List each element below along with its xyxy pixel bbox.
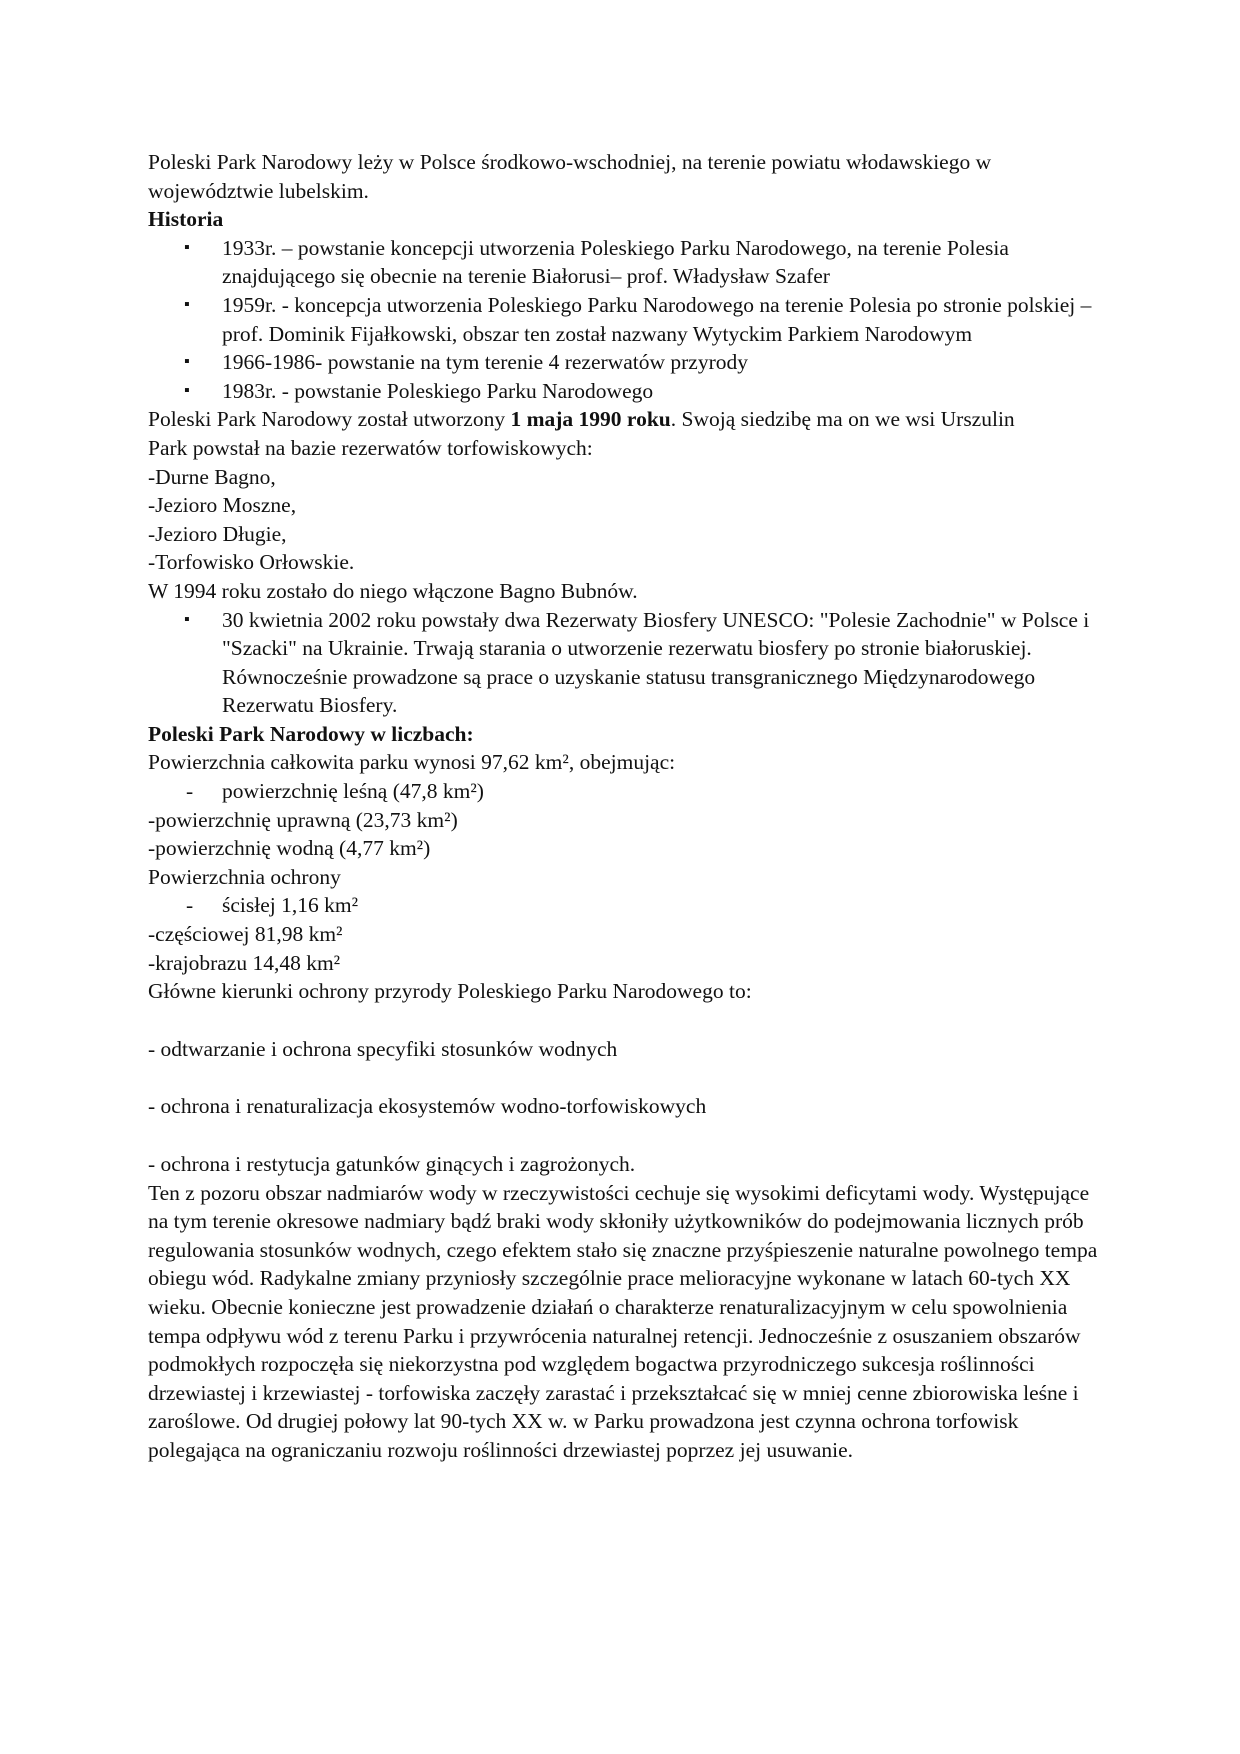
reserve-line: -Jezioro Długie, [148, 521, 287, 546]
list-item: ▪ 30 kwietnia 2002 roku powstały dwa Rezerwaty Biosfery UNESCO: "Polesie Zachodnie" w Polsce i "Szacki" na Ukrainie. Trwają starania o utworzenie rezerwatu biosfery po stronie białoruskiej. Równocześnie prowadzone są prace o uzyskanie statusu transgranicznego Międzynarodowego Rezerwatu Biosfery. [148, 606, 1098, 720]
historia-list [148, 234, 1098, 406]
list-item: ▪ 1959r. - koncepcja utworzenia Poleskiego Parku Narodowego na terenie Polesia po stronie polskiej – prof. Dominik Fijałkowski, obszar ten został nazwany Wytyckim Parkiem Narodowym [148, 291, 1098, 348]
numbers-heading: Poleski Park Narodowy w liczbach: [148, 721, 474, 746]
area-total: Powierzchnia całkowita parku wynosi 97,62 km², obejmując: [148, 750, 676, 775]
intro-paragraph: Poleski Park Narodowy leży w Polsce środkowo-wschodniej, na terenie powiatu włodawskiego w województwie lubelskim. [148, 150, 992, 203]
historia-heading: Historia [148, 207, 224, 232]
protection-label: Powierzchnia ochrony [148, 864, 341, 889]
reserve-line: -Torfowisko Orłowskie. [148, 550, 355, 575]
document-body [148, 148, 1098, 1465]
area-water: -powierzchnię wodną (4,77 km²) [148, 836, 431, 861]
list-item: - ścisłej 1,16 km² [148, 891, 1098, 920]
spacer [148, 1063, 1098, 1092]
reserve-line: -Jezioro Moszne, [148, 493, 297, 518]
protection-partial: -częściowej 81,98 km² [148, 922, 343, 947]
founded-pre: Poleski Park Narodowy został utworzony [148, 407, 511, 432]
direction-item: - ochrona i restytucja gatunków ginących i zagrożonych. [148, 1152, 636, 1176]
list-item: ▪ 1966-1986- powstanie na tym terenie 4 rezerwatów przyrody [148, 348, 1098, 377]
list-item: ▪ 1933r. – powstanie koncepcji utworzenia Poleskiego Parku Narodowego, na terenie Polesia znajdującego się obecnie na terenie Białorusi– prof. Władysław Szafer [148, 234, 1098, 291]
direction-item: - odtwarzanie i ochrona specyfiki stosunków wodnych [148, 1036, 618, 1061]
directions-intro: Główne kierunki ochrony przyrody Poleskiego Parku Narodowego to: [148, 979, 752, 1004]
protection-landscape: -krajobrazu 14,48 km² [148, 950, 341, 975]
protection-strict-list [148, 891, 1098, 920]
area-forest-list [148, 777, 1098, 806]
list-item: ▪ 1983r. - powstanie Poleskiego Parku Narodowego [148, 377, 1098, 406]
spacer [148, 1006, 1098, 1035]
founded-date: 1 maja 1990 roku [510, 407, 671, 432]
area-arable: -powierzchnię uprawną (23,73 km²) [148, 807, 458, 832]
closing-paragraph: Ten z pozoru obszar nadmiarów wody w rzeczywistości cechuje się wysokimi deficytami wody. Występujące na tym terenie okresowe nadmiary bądź braki wody skłoniły użytkowników do podejmowania licznych prób regulowania stosunków wodnych, czego efektem stało się znaczne przyśpieszenie naturalne powolnego tempa obiegu wód. Radykalne zmiany przyniosły szczególnie prace melioracyjne wykonane w latach 60-tych XX wieku. Obecnie konieczne jest prowadzenie działań o charakterze renaturalizacyjnym w celu spowolnienia tempa odpływu wód z terenu Parku i przywrócenia naturalnej retencji. Jednocześnie z osuszaniem obszarów podmokłych rozpoczęła się niekorzystna pod względem bogactwa przyrodniczego sukcesja roślinności drzewiastej i krzewiastej - torfowiska zaczęły zarastać i przekształcać się w mniej cenne zbiorowiska leśne i zaroślowe. Od drugiej połowy lat 90-tych XX w. w Parku prowadzona jest czynna ochrona torfowisk polegająca na ograniczaniu rozwoju roślinności drzewiastej poprzez jej usuwanie. [148, 1180, 1098, 1462]
bubnow-paragraph: W 1994 roku zostało do niego włączone Bagno Bubnów. [148, 578, 638, 603]
direction-item: - ochrona i renaturalizacja ekosystemów wodno-torfowiskowych [148, 1094, 707, 1119]
founded-post: . Swoją siedzibę ma on we wsi Urszulin [670, 407, 1015, 432]
reserves-intro: Park powstał na bazie rezerwatów torfowiskowych: [148, 435, 593, 460]
spacer [148, 1121, 1098, 1150]
reserve-line: -Durne Bagno, [148, 464, 276, 489]
unesco-list [148, 606, 1098, 720]
founded-paragraph [148, 405, 1098, 434]
list-item: - powierzchnię leśną (47,8 km²) [148, 777, 1098, 806]
